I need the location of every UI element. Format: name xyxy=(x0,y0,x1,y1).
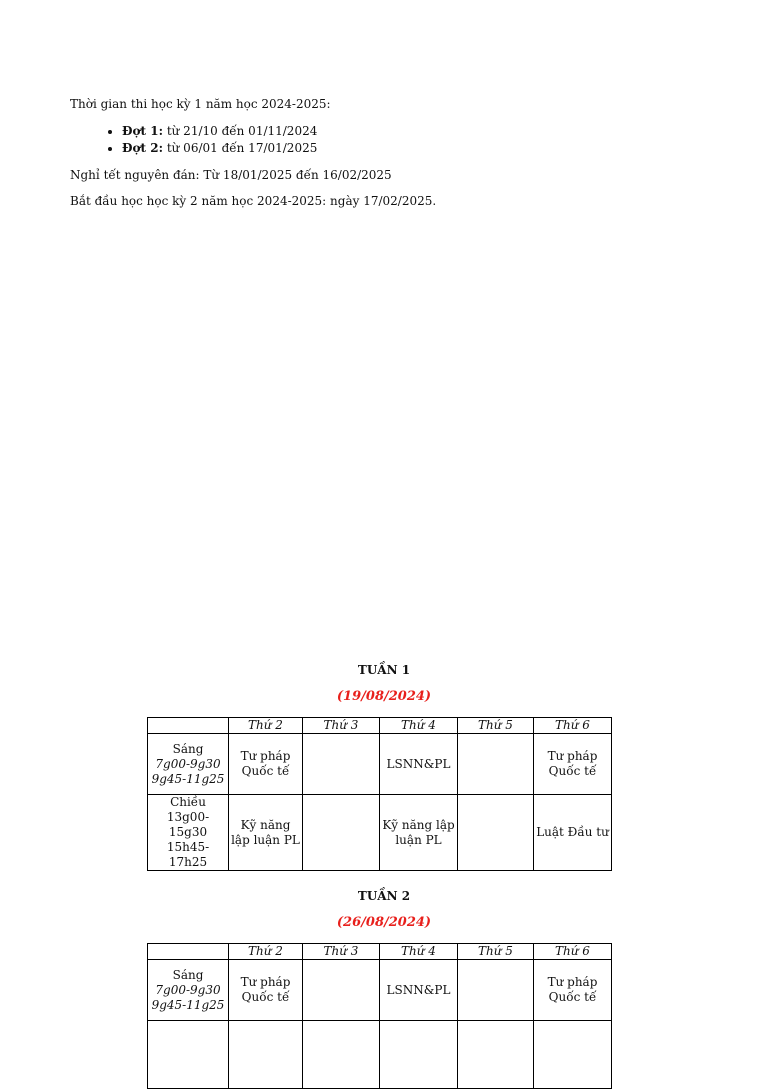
tet-holiday-text: Nghỉ tết nguyên đán: Từ 18/01/2025 đến 16/02/2025 xyxy=(70,168,392,182)
class-cell: Tư pháp Quốc tế xyxy=(229,960,303,1021)
morning-row xyxy=(148,734,612,795)
afternoon-row xyxy=(148,1021,612,1089)
class-cell: Kỹ năng lập luận PL xyxy=(229,795,303,871)
day-header: Thứ 5 xyxy=(458,944,534,960)
session-time: 7g00-9g30 xyxy=(155,982,221,997)
exam-schedule-intro xyxy=(70,96,710,210)
week-title: TUẦN 2 xyxy=(357,889,411,903)
exam-round-item xyxy=(122,140,710,157)
week-title: TUẦN 1 xyxy=(357,663,411,677)
day-header: Thứ 4 xyxy=(380,944,458,960)
header-empty-cell xyxy=(148,718,229,734)
session-label-cell xyxy=(148,734,229,795)
class-cell xyxy=(458,1021,534,1089)
class-cell: LSNN&PL xyxy=(380,960,458,1021)
day-header: Thứ 3 xyxy=(303,944,380,960)
class-cell xyxy=(458,795,534,871)
session-name: Sáng xyxy=(172,741,204,756)
class-cell: Luật Đầu tư xyxy=(534,795,612,871)
session-name: Sáng xyxy=(172,967,204,982)
morning-row xyxy=(148,960,612,1021)
day-header: Thứ 6 xyxy=(534,944,612,960)
class-cell xyxy=(534,1021,612,1089)
class-cell: LSNN&PL xyxy=(380,734,458,795)
exam-period-heading: Thời gian thi học kỳ 1 năm học 2024-2025: xyxy=(70,97,331,111)
exam-round-label: Đợt 1: xyxy=(122,124,163,138)
session-label-cell xyxy=(148,795,229,871)
session-time: 9g45-11g25 xyxy=(151,997,225,1012)
header-empty-cell xyxy=(148,944,229,960)
class-cell xyxy=(229,1021,303,1089)
class-cell: Tư pháp Quốc tế xyxy=(534,734,612,795)
day-header: Thứ 2 xyxy=(229,944,303,960)
exam-round-dates: từ 21/10 đến 01/11/2024 xyxy=(163,124,318,138)
exam-round-dates: từ 06/01 đến 17/01/2025 xyxy=(163,141,318,155)
session-label-cell xyxy=(148,960,229,1021)
class-cell: Tư pháp Quốc tế xyxy=(229,734,303,795)
week-date: (26/08/2024) xyxy=(336,915,432,930)
day-header: Thứ 6 xyxy=(534,718,612,734)
class-cell xyxy=(303,734,380,795)
day-header: Thứ 4 xyxy=(380,718,458,734)
session-label-cell xyxy=(148,1021,229,1089)
afternoon-row xyxy=(148,795,612,871)
class-cell xyxy=(458,734,534,795)
table-header-row xyxy=(148,944,612,960)
class-cell xyxy=(303,960,380,1021)
week-date: (19/08/2024) xyxy=(336,689,432,704)
table-header-row xyxy=(148,718,612,734)
exam-rounds-list xyxy=(70,123,710,157)
class-cell xyxy=(380,1021,458,1089)
week-schedule-table xyxy=(147,717,612,871)
semester2-start-text: Bắt đầu học học kỳ 2 năm học 2024-2025: ngày 17/02/2025. xyxy=(70,194,437,208)
class-cell: Tư pháp Quốc tế xyxy=(534,960,612,1021)
week-schedule-table xyxy=(147,943,612,1089)
session-time: 7g00-9g30 xyxy=(155,756,221,771)
day-header: Thứ 3 xyxy=(303,718,380,734)
class-cell xyxy=(458,960,534,1021)
day-header: Thứ 5 xyxy=(458,718,534,734)
class-cell: Kỹ năng lập luận PL xyxy=(380,795,458,871)
session-name: Chiều xyxy=(170,795,206,809)
class-cell xyxy=(303,795,380,871)
session-time: 15h45-17h25 xyxy=(166,840,210,869)
session-time: 9g45-11g25 xyxy=(151,771,225,786)
exam-round-item xyxy=(122,123,710,140)
class-cell xyxy=(303,1021,380,1089)
day-header: Thứ 2 xyxy=(229,718,303,734)
exam-round-label: Đợt 2: xyxy=(122,141,163,155)
session-time: 13g00-15g30 xyxy=(166,810,210,839)
